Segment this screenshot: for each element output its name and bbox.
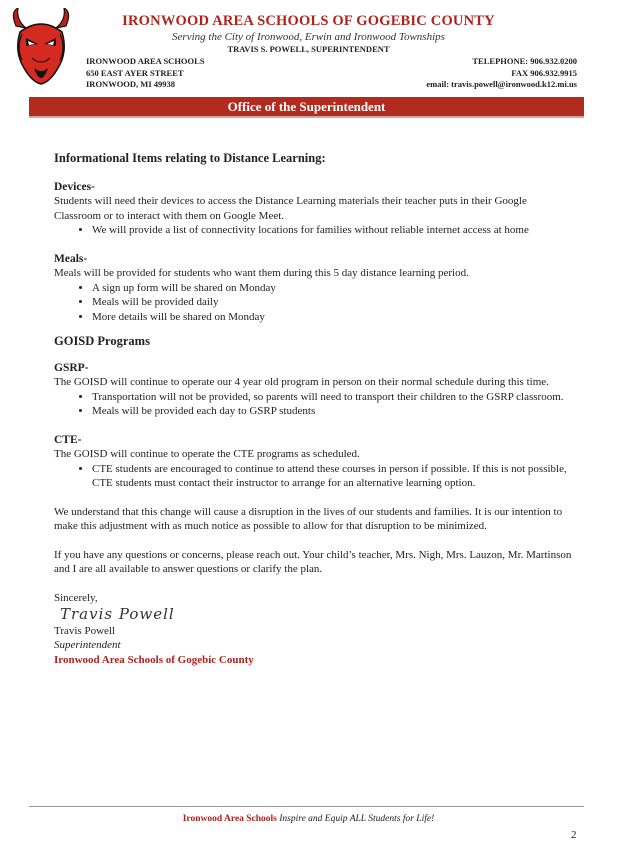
letterhead-serving: Serving the City of Ironwood, Erwin and Ironwood Townships (172, 31, 445, 43)
meals-heading: Meals- (54, 252, 88, 265)
cte-list (54, 462, 574, 491)
telephone: TELEPHONE: 906.932.0200 (472, 56, 577, 66)
list-item: • More details will be shared on Monday (92, 310, 574, 325)
goisd-heading: GOISD Programs (54, 334, 150, 348)
signer-name: Travis Powell (54, 624, 116, 637)
questions-paragraph: If you have any questions or concerns, please reach out. Your child’s teacher, Mrs. Nigh, Mrs. Lauzon, Mr. Martinson and I are all available to answer questions or clarify the plan. (54, 548, 572, 575)
list-item: • We will provide a list of connectivity locations for families without reliable internet access at home (92, 223, 574, 238)
address-line: IRONWOOD AREA SCHOOLS (86, 56, 205, 66)
fax: FAX 906.932.9915 (511, 67, 577, 78)
gsrp-list (54, 390, 574, 419)
closing: Sincerely, (54, 591, 98, 604)
address-line: IRONWOOD, MI 49938 (86, 79, 176, 89)
devices-heading: Devices- (54, 180, 95, 193)
page-number: 2 (571, 829, 577, 841)
signer-title: Superintendent (54, 639, 121, 651)
letterhead-org-name: IRONWOOD AREA SCHOOLS OF GOGEBIC COUNTY (122, 13, 495, 29)
banner-divider (29, 116, 584, 118)
footer (0, 814, 617, 824)
letterhead-superintendent: TRAVIS S. POWELL, SUPERINTENDENT (227, 44, 390, 54)
letterhead-contact (426, 56, 577, 91)
list-item: • A sign up form will be shared on Monday (92, 281, 574, 296)
letter-title: Informational Items relating to Distance Learning: (54, 151, 326, 165)
cte-text: The GOISD will continue to operate the CTE programs as scheduled. (54, 448, 360, 460)
footer-divider (29, 806, 584, 807)
list-item: • Meals will be provided daily (92, 295, 574, 310)
gsrp-heading: GSRP- (54, 361, 89, 374)
handwritten-signature: Travis Powell (60, 605, 175, 623)
devices-text: Students will need their devices to access the Distance Learning materials their teacher puts in their Google Classroom or to interact with them on Google Meet. (54, 195, 527, 222)
gsrp-text: The GOISD will continue to operate our 4 year old program in person on their normal schedule during this time. (54, 376, 549, 388)
meals-text: Meals will be provided for students who want them during this 5 day distance learning period. (54, 267, 469, 279)
office-banner: Office of the Superintendent (29, 97, 584, 117)
address-line: 650 EAST AYER STREET (86, 67, 184, 78)
meals-list (54, 281, 574, 325)
list-item: • Transportation will not be provided, so parents will need to transport their children to the GSRP classroom. (92, 390, 574, 405)
letterhead-address (86, 56, 205, 91)
email-link[interactable]: email: travis.powell@ironwood.k12.mi.us (426, 79, 577, 89)
list-item: • CTE students are encouraged to continue to attend these courses in person if possible. If this is not possible, CTE students must contact their instructor to arrange for an alternative learning option. (92, 462, 574, 491)
devices-list (54, 223, 574, 238)
cte-heading: CTE- (54, 433, 82, 446)
letter-body (54, 151, 574, 667)
footer-org: Ironwood Area Schools (182, 814, 277, 824)
disruption-paragraph: We understand that this change will cause a disruption in the lives of our students and families. It is our intention to make this adjustment with as much notice as possible to allow for that disruption to be minimized. (54, 505, 563, 532)
list-item: • Meals will be provided each day to GSRP students (92, 404, 574, 419)
footer-motto: Inspire and Equip ALL Students for Life! (279, 814, 435, 824)
signer-org: Ironwood Area Schools of Gogebic County (54, 653, 254, 666)
